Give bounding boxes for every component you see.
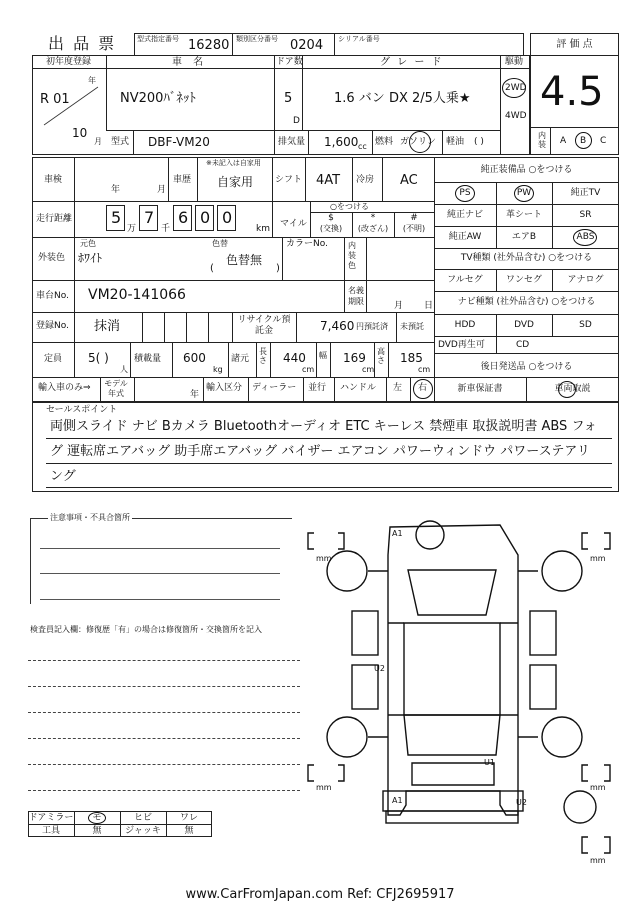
mail-warranty: 新車保証書 <box>457 384 503 394</box>
circle-abs <box>573 229 597 246</box>
circle-gasoline <box>409 131 431 153</box>
displacement-unit: cc <box>358 142 367 151</box>
tv-analog: アナログ <box>567 275 604 285</box>
score-value: 4.5 <box>540 69 604 115</box>
footer-reference: www.CarFromJapan.com Ref: CFJ2695917 <box>185 887 455 902</box>
mileage-dollar-note: (交換) <box>319 224 343 233</box>
ac-value: AC <box>400 173 418 188</box>
inspection-month-unit: 月 <box>157 185 167 195</box>
score-label: 評 価 点 <box>556 39 593 50</box>
handle-label: ハンドル <box>340 383 377 393</box>
length-label: 長さ <box>259 347 267 365</box>
unit-man: 万 <box>127 224 137 234</box>
inspector-label: 検査員記入欄：修復歴「有」の場合は修復箇所・交換箇所を記入 <box>30 625 262 634</box>
mm-5: mm <box>590 856 606 865</box>
mileage-star: * <box>370 213 376 223</box>
sales-label: セールスポイント <box>46 405 118 415</box>
capacity-persons-unit: 人 <box>120 365 128 374</box>
defects-box <box>30 518 292 604</box>
mileage-digit-5: 0 <box>222 208 233 227</box>
sales-line-1: 両側スライド ナビ Bカメラ Bluetoothオーディオ ETC キーレス 禁煙車 取扱説明書 ABS フォ <box>50 419 597 434</box>
paren-close: ) <box>276 263 280 274</box>
first-reg-label: 初年度登録 <box>46 57 92 67</box>
registration-value: 抹消 <box>94 319 121 334</box>
month-unit: 月 <box>94 137 102 146</box>
sales-line-2: グ 運転席エアバッグ 助手席エアバッグ バイザー エアコン パワーウィンドウ パワーステアリ <box>50 444 590 459</box>
tools-h4: ワレ <box>179 813 198 823</box>
first-reg-slash <box>40 85 100 127</box>
equip-abs: ABS <box>576 232 595 242</box>
inspection-year-unit: 年 <box>111 185 121 195</box>
mm-1: mm <box>316 554 332 563</box>
interior-label: 内装 <box>538 131 546 149</box>
unit-sen: 千 <box>161 224 171 234</box>
capacity-persons: 5( ) <box>88 351 109 365</box>
chassis-value: VM20-141066 <box>88 287 186 303</box>
equip-sr: SR <box>579 210 592 220</box>
term-day: 日 <box>424 301 434 311</box>
car-damage-diagram <box>300 515 620 870</box>
category-value: 0204 <box>290 38 324 53</box>
year-unit: 年 <box>88 76 96 85</box>
model-designation-value: 16280 <box>188 38 230 53</box>
mail-manual: 車両取説 <box>554 384 591 394</box>
mileage-circle-note: ○をつける <box>330 202 369 211</box>
equip-airbag: エアB <box>511 232 537 242</box>
load-value: 600 <box>183 351 206 365</box>
circle-ps <box>455 185 475 202</box>
original-color-value: ﾎﾜｲﾄ <box>78 251 103 265</box>
interior-a: A <box>560 136 567 146</box>
mile-label: マイル <box>280 219 307 229</box>
interior-c: C <box>600 136 607 146</box>
color-label: 外装色 <box>38 253 66 263</box>
displacement-value: 1,600 <box>324 135 359 149</box>
form-title: 出 品 票 <box>48 34 117 53</box>
first-reg-month: 10 <box>72 126 88 140</box>
type-label: 型式 <box>111 137 130 147</box>
model-year-label: モデル年式 <box>104 379 128 398</box>
unit-km: km <box>256 224 270 234</box>
category-label: 類別区分番号 <box>236 35 278 43</box>
circle-2wd <box>502 78 526 98</box>
sales-line-3: ング <box>50 469 76 484</box>
defects-label: 注意事項・不具合箇所 <box>50 513 130 522</box>
first-reg-era: R 01 <box>40 92 70 107</box>
diagram-label-a1-bottom: A1 <box>392 796 403 805</box>
tools-h1: ドアミラー <box>28 813 74 823</box>
chassis-label: 車台No. <box>36 291 69 301</box>
width-label: 幅 <box>319 351 327 360</box>
original-color-label: 元色 <box>80 239 96 248</box>
doors-label: ドア数 <box>276 57 303 67</box>
load-label: 積載量 <box>134 354 162 364</box>
serial-label: シリアル番号 <box>338 35 380 43</box>
handle-left: 左 <box>393 383 403 393</box>
equipment-header: 純正装備品 ○をつける <box>480 165 573 175</box>
interior-color-label: 内装色 <box>348 241 356 270</box>
color-change-value: 色替無 <box>226 253 263 267</box>
grade-label: グ レ ー ド <box>380 57 444 68</box>
diagram-label-u1: U1 <box>484 758 495 767</box>
navi-sd: SD <box>579 320 592 330</box>
term-label: 名義期限 <box>348 286 364 306</box>
equip-ps: PS <box>459 188 471 198</box>
equip-pw: PW <box>516 188 532 198</box>
mm-2: mm <box>590 554 606 563</box>
tools-r2: 無 <box>92 826 102 836</box>
equip-aw: 純正AW <box>448 232 482 242</box>
diagram-label-u2-bottom: U2 <box>516 798 527 807</box>
shift-label: シフト <box>275 175 303 185</box>
door-type: D <box>293 116 300 126</box>
circle-pw <box>514 185 534 202</box>
import-type-label: 輸入区分 <box>206 383 243 393</box>
fuel-paren: ( ) <box>474 137 484 147</box>
tv-oneseg: ワンセグ <box>505 275 542 285</box>
width-unit: cm <box>362 365 375 374</box>
circle-manual <box>558 381 576 398</box>
car-name-label: 車 名 <box>172 57 208 68</box>
drive-4wd: 4WD <box>505 111 527 121</box>
fuel-diesel: 軽油 <box>446 137 465 147</box>
mileage-digit-3: 6 <box>178 208 189 227</box>
circle-right-handle <box>413 379 433 399</box>
mileage-dollar: $ <box>328 213 334 223</box>
mileage-hash-note: (不明) <box>402 224 426 233</box>
tv-header: TV種類 (社外品含む) ○をつける <box>460 253 593 263</box>
diagram-label-u2-mid: U2 <box>374 664 385 673</box>
recycle-unit: 円預託済 <box>356 322 388 331</box>
handle-right: 右 <box>418 383 428 393</box>
tools-r4: 無 <box>184 826 194 836</box>
inspection-label: 車検 <box>44 175 63 185</box>
mileage-digit-2: 7 <box>144 208 155 227</box>
equip-tv: 純正TV <box>570 188 601 198</box>
fuel-gasoline: ガソリン <box>400 137 437 147</box>
fuel-label: 燃料 <box>375 137 394 147</box>
mm-4: mm <box>590 783 606 792</box>
equip-navi: 純正ナビ <box>446 210 483 220</box>
tools-r1: 工具 <box>41 826 60 836</box>
cd-label: CD <box>516 340 530 350</box>
circle-mirror <box>88 812 106 824</box>
height-value: 185 <box>400 351 423 365</box>
mileage-hash: # <box>410 213 418 223</box>
color-no-label: カラーNo. <box>286 239 328 249</box>
shift-value: 4AT <box>316 173 341 188</box>
mileage-label: 走行距離 <box>36 214 73 224</box>
drive-2wd: 2WD <box>505 83 527 93</box>
height-unit: cm <box>418 365 431 374</box>
import-parallel: 並行 <box>308 383 327 393</box>
recycle-no: 未預託 <box>400 322 424 331</box>
history-label: 車歴 <box>173 175 192 185</box>
length-unit: cm <box>302 365 315 374</box>
load-unit: kg <box>213 365 223 374</box>
length-value: 440 <box>283 351 306 365</box>
tools-h2: モ <box>92 813 102 823</box>
doors-value: 5 <box>284 91 293 106</box>
type-value: DBF-VM20 <box>148 135 210 149</box>
diagram-label-a1-top: A1 <box>392 529 403 538</box>
mm-3: mm <box>316 783 332 792</box>
navi-header: ナビ種類 (社外品含む) ○をつける <box>457 297 596 307</box>
navi-hdd: HDD <box>454 320 476 330</box>
equip-leather: 革シート <box>505 210 542 220</box>
paren-open: ( <box>210 263 214 274</box>
dimension-label: 諸元 <box>231 354 250 364</box>
circle-interior-b <box>575 132 592 149</box>
tv-fullseg: フルセグ <box>447 275 483 285</box>
height-label: 高さ <box>377 347 385 365</box>
import-label: 輸入車のみ⇒ <box>38 383 91 393</box>
mileage-digit-1: 5 <box>111 208 122 227</box>
import-dealer: ディーラー <box>252 383 297 393</box>
model-designation-label: 型式指定番号 <box>137 35 179 43</box>
mileage-star-note: (改ざん) <box>357 224 389 233</box>
ac-label: 冷房 <box>356 175 375 185</box>
history-note: ※未記入は自家用 <box>206 159 261 167</box>
mileage-digit-4: 0 <box>200 208 211 227</box>
tools-r3: ジャッキ <box>125 826 161 836</box>
car-name-value: NV200ﾊﾞﾈｯﾄ <box>120 91 196 106</box>
interior-b: B <box>580 136 587 146</box>
grade-value: 1.6 バン DX 2/5人乗★ <box>334 91 471 106</box>
dvd-play-label: DVD再生可 <box>438 340 485 350</box>
mail-header: 後日発送品 ○をつける <box>480 362 573 372</box>
width-value: 169 <box>343 351 366 365</box>
tools-h3: ヒビ <box>133 813 152 823</box>
capacity-label: 定員 <box>44 354 63 364</box>
term-month: 月 <box>394 301 404 311</box>
displacement-label: 排気量 <box>278 137 306 147</box>
navi-dvd: DVD <box>514 320 534 330</box>
recycle-value: 7,460 <box>320 319 355 333</box>
history-value: 自家用 <box>217 175 254 189</box>
color-change-label: 色替 <box>212 239 228 248</box>
recycle-label: リサイクル預託金 <box>237 315 291 336</box>
model-year-unit: 年 <box>190 390 200 400</box>
drive-label: 駆動 <box>505 57 524 67</box>
registration-label: 登録No. <box>36 321 69 331</box>
